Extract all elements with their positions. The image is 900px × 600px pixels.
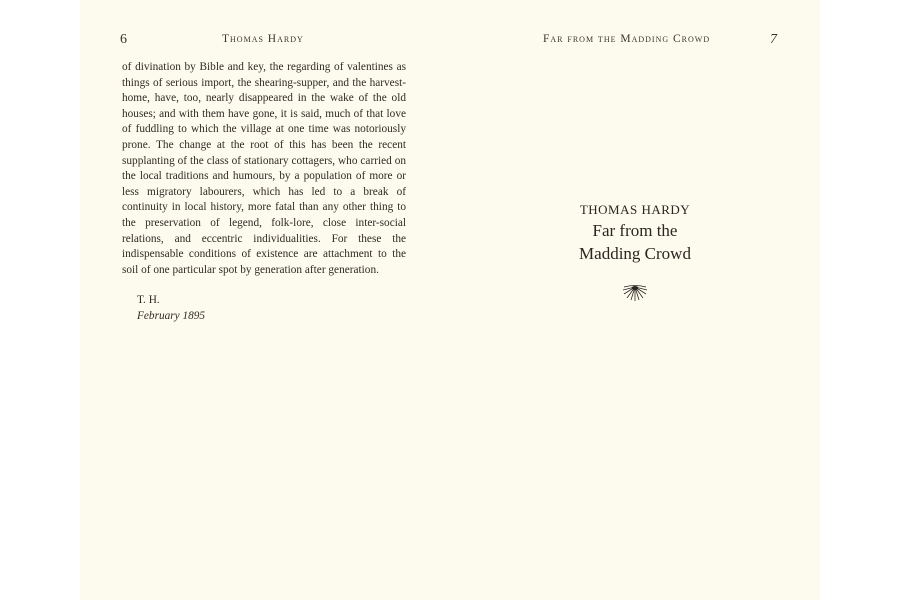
signoff-initials: T. H. [137,294,160,306]
book-title-line-2: Madding Crowd [579,244,691,263]
author-name: THOMAS HARDY [579,202,691,217]
preface-text [122,60,406,278]
preface-signoff [137,292,205,324]
right-page-number: 7 [770,32,777,47]
left-running-head: Thomas Hardy [222,33,304,45]
right-running-head: Far from the Madding Crowd [543,33,711,45]
preface-paragraph: of divination by Bible and key, the regarding of valentines as things of serious import, the shearing-supper, and the harvest-home, have, too, nearly disappeared in the wake of the old houses; and with them have gone, it is said, much of that love of fuddling to which the village at one time was notoriously prone. The change at the root of this has been the recent supplanting of the class of stationary cottagers, who carried on the local traditions and humours, by a population of more or less migratory labourers, which has led to a break of continuity in local history, more fatal than any other thing to the preservation of legend, folk-lore, close inter-social relations, and eccentric individualities. For these the indispensable conditions of existence are attachment to the soil of one particular spot by generation after generation. [122,61,406,276]
half-title-block [535,202,735,264]
signoff-date: February 1895 [137,310,206,322]
sunburst-ornament-icon [622,281,648,303]
left-page-number: 6 [120,32,127,47]
book-title-line-1: Far from the [592,221,678,240]
